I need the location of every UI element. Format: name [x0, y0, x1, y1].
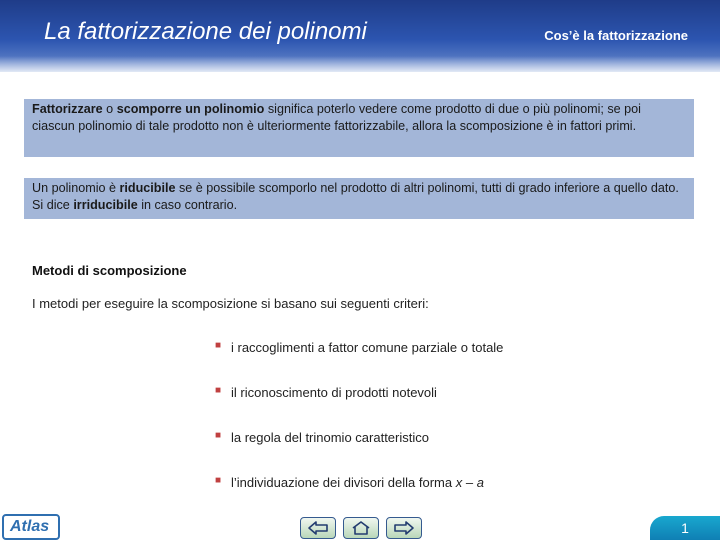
section-title: Metodi di scomposizione [32, 263, 187, 278]
back-button[interactable] [300, 517, 336, 539]
text: o [102, 102, 117, 116]
list-item [215, 385, 503, 430]
bullet-icon: ■ [215, 385, 222, 396]
term-irriducibile: irriducibile [73, 198, 138, 212]
text: se è possibile scomporlo nel prodotto di altri polinomi, tutti di grado inferiore a quello dato. Si dice [32, 181, 679, 212]
bullet-icon: ■ [215, 340, 222, 351]
page-number: 1 [650, 516, 720, 540]
definition-box-fattorizzare [24, 99, 694, 157]
logo-text: Atlas [10, 518, 50, 535]
section-intro: I metodi per eseguire la scomposizione si basano sui seguenti criteri: [32, 296, 429, 311]
formula: x – a [455, 475, 484, 490]
text: in caso contrario. [137, 198, 238, 212]
forward-button[interactable] [386, 517, 422, 539]
text: Un polinomio è [32, 181, 120, 195]
term-riducibile: riducibile [119, 181, 176, 195]
page-title: La fattorizzazione dei polinomi [44, 18, 367, 45]
definition-box-riducibile [24, 178, 694, 219]
home-button[interactable] [343, 517, 379, 539]
atlas-logo [2, 514, 60, 540]
list-item [215, 430, 503, 475]
list-item-text: i raccoglimenti a fattor comune parziale o totale [231, 340, 504, 355]
list-item [215, 340, 503, 385]
term-fattorizzare: Fattorizzare [32, 102, 103, 116]
section-subtitle: Cos’è la fattorizzazione [544, 28, 688, 43]
list-item-text: il riconoscimento di prodotti notevoli [231, 385, 437, 400]
home-icon [350, 520, 372, 536]
bullet-icon: ■ [215, 475, 222, 486]
arrow-left-icon [307, 520, 329, 536]
list-item-text: l’individuazione dei divisori della forma [231, 475, 456, 490]
list-item-text: la regola del trinomio caratteristico [231, 430, 429, 445]
term-scomporre: scomporre un polinomio [116, 102, 265, 116]
list-item [215, 475, 503, 520]
header-fade [0, 56, 720, 76]
methods-list [215, 340, 503, 520]
bullet-icon: ■ [215, 430, 222, 441]
arrow-right-icon [393, 520, 415, 536]
text: significa poterlo vedere come prodotto di due o più polinomi; se poi ciascun polinomio di tale prodotto non è ulteriormente fattorizzabile, allora la scomposizione è in fattori primi. [32, 102, 641, 133]
